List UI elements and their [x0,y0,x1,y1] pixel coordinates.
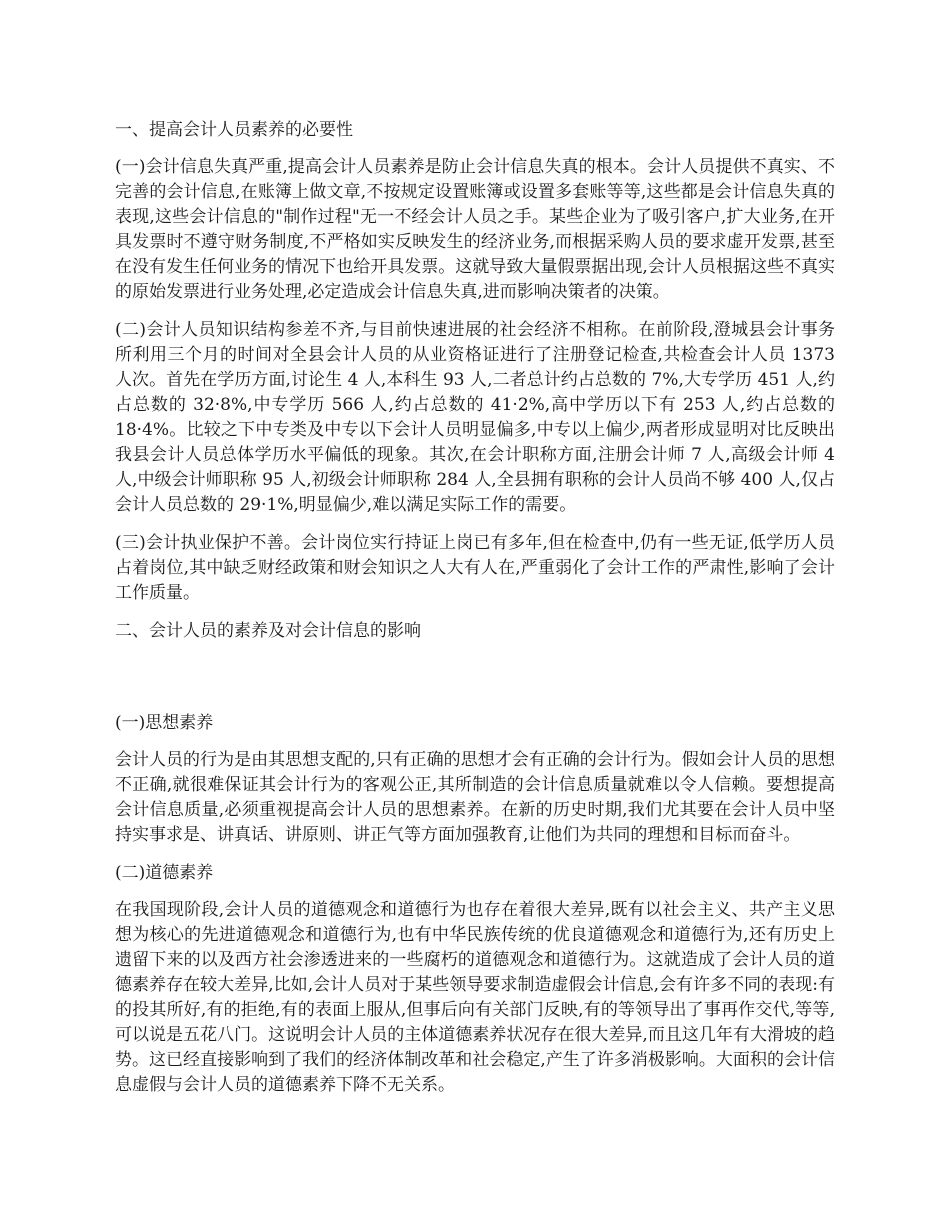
document-page [115,118,835,1111]
subsection-ethics-heading: (二)道德素养 [115,863,214,883]
section-1-paragraph-1: (一)会计信息失真严重,提高会计人员素养是防止会计信息失真的根本。会计人员提供不真实、不完善的会计信息,在账簿上做文章,不按规定设置账簿或设置多套账等等,这些都是会计信息失真的表现,这些会计信息的"制作过程"无一不经会计人员之手。某些企业为了吸引客户,扩大业务,在开具发票时不遵守财务制度,不严格如实反映发生的经济业务,而根据采购人员的要求虚开发票,甚至在没有发生任何业务的情况下也给开具发票。这就导致大量假票据出现,会计人员根据这些不真实的原始发票进行业务处理,必定造成会计信息失真,进而影响决策者的决策。 [115,157,835,302]
subsection-thought-heading: (一)思想素养 [115,713,214,733]
subsection-ethics-paragraph: 在我国现阶段,会计人员的道德观念和道德行为也存在着很大差异,既有以社会主义、共产主义思想为核心的先进道德观念和道德行为,也有中华民族传统的优良道德观念和道德行为,还有历史上遗留下来的以及西方社会渗透进来的一些腐朽的道德观念和道德行为。这就造成了会计人员的道德素养存在较大差异,比如,会计人员对于某些领导要求制造虚假会计信息,会有许多不同的表现:有的投其所好,有的拒绝,有的表面上服从,但事后向有关部门反映,有的等领导出了事再作交代,等等,可以说是五花八门。这说明会计人员的主体道德素养状况存在很大差异,而且这几年有大滑坡的趋势。这已经直接影响到了我们的经济体制改革和社会稳定,产生了许多消极影响。大面积的会计信息虚假与会计人员的道德素养下降不无关系。 [115,900,835,1095]
section-spacer [115,656,835,711]
section-1-paragraph-2: (二)会计人员知识结构参差不齐,与目前快速进展的社会经济不相称。在前阶段,澄城县会计事务所利用三个月的时间对全县会计人员的从业资格证进行了注册登记检查,共检查会计人员 1373 人次。首先在学历方面,讨论生 4 人,本科生 93 人,二者总计约占总数的 7%,大专学历 451 人,约占总数的 32·8%,中专学历 566 人,约占总数的 41·2%,高中学历以下有 253 人,约占总数的 18·4%。比较之下中专类及中专以下会计人员明显偏多,中专以上偏少,两者形成显明对比反映出我县会计人员总体学历水平偏低的现象。其次,在会计职称方面,注册会计师 7 人,高级会计师 4 人,中级会计师职称 95 人,初级会计师职称 284 人,全县拥有职称的会计人员尚不够 400 人,仅占会计人员总数的 29·1%,明显偏少,难以满足实际工作的需要。 [115,320,835,515]
section-2-heading: 二、会计人员的素养及对会计信息的影响 [115,621,421,641]
subsection-thought-paragraph: 会计人员的行为是由其思想支配的,只有正确的思想才会有正确的会计行为。假如会计人员的思想不正确,就很难保证其会计行为的客观公正,其所制造的会计信息质量就难以令人信赖。要想提高会计信息质量,必须重视提高会计人员的思想素养。在新的历史时期,我们尤其要在会计人员中坚持实事求是、讲真话、讲原则、讲正气等方面加强教育,让他们为共同的理想和目标而奋斗。 [115,750,835,845]
section-1-heading: 一、提高会计人员素养的必要性 [115,120,353,140]
section-1-paragraph-3: (三)会计执业保护不善。会计岗位实行持证上岗已有多年,但在检查中,仍有一些无证,低学历人员占着岗位,其中缺乏财经政策和财会知识之人大有人在,严重弱化了会计工作的严肃性,影响了会计工作质量。 [115,533,835,603]
